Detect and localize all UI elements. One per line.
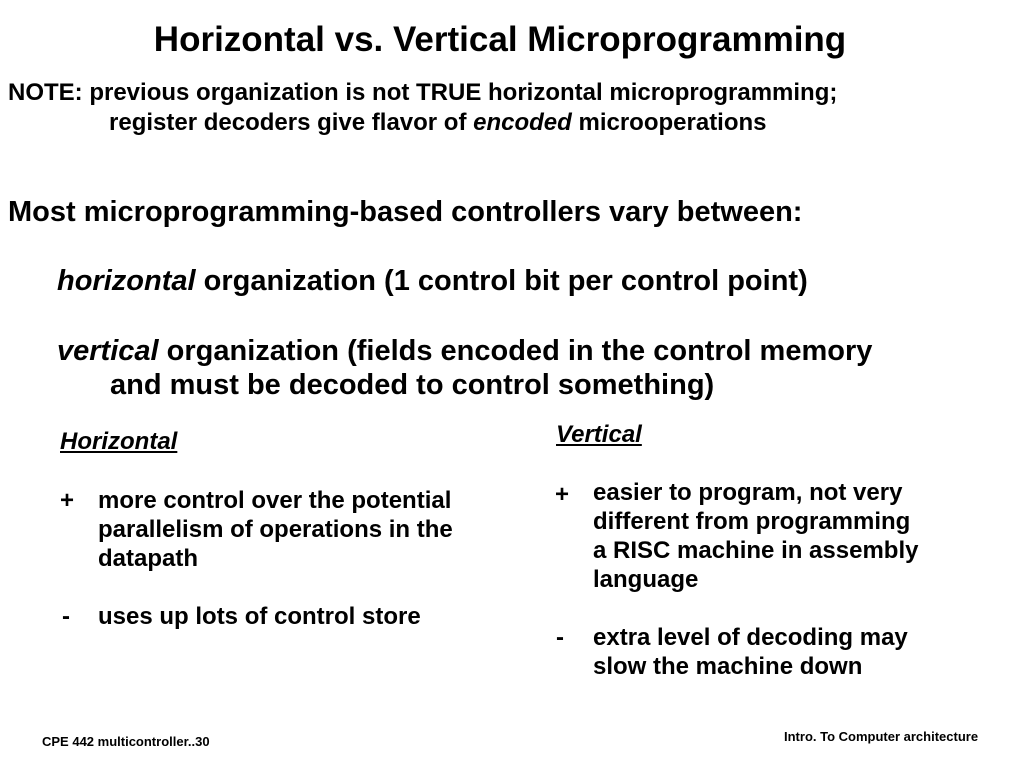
vertical-plus-line-4: language (593, 566, 699, 593)
footer-left: CPE 442 multicontroller..30 (42, 734, 210, 749)
horizontal-minus-line-1: uses up lots of control store (98, 603, 421, 630)
vertical-column-heading: Vertical (556, 421, 642, 448)
horizontal-plus-line-2: parallelism of operations in the (98, 516, 453, 543)
note-line-1: NOTE: previous organization is not TRUE horizontal microprogramming; (8, 79, 838, 106)
horizontal-term: horizontal (57, 265, 196, 297)
vertical-minus-line-2: slow the machine down (593, 653, 863, 680)
horizontal-plus-symbol: + (60, 487, 75, 514)
horizontal-organization-item (57, 263, 808, 299)
vertical-description-line-2: and must be decoded to control something) (110, 369, 715, 401)
vertical-plus-line-1: easier to program, not very (593, 479, 903, 506)
note-line-2-end: microoperations (571, 109, 767, 136)
controllers-intro: Most microprogramming-based controllers vary between: (8, 196, 803, 228)
note-line-2-start: register decoders give flavor of (109, 109, 474, 136)
slide-title: Horizontal vs. Vertical Microprogramming (153, 20, 847, 59)
note-emphasis-encoded: encoded (473, 109, 572, 136)
horizontal-minus-symbol: - (62, 603, 70, 630)
note-line-2 (109, 108, 767, 138)
vertical-plus-line-3: a RISC machine in assembly (593, 537, 919, 564)
horizontal-column-heading: Horizontal (60, 428, 178, 455)
vertical-plus-line-2: different from programming (593, 508, 911, 535)
vertical-minus-symbol: - (556, 624, 564, 651)
horizontal-plus-line-1: more control over the potential (98, 487, 452, 514)
horizontal-plus-line-3: datapath (98, 545, 199, 572)
vertical-description-line-1: organization (fields encoded in the control memory (158, 335, 873, 367)
vertical-organization-item (57, 333, 872, 369)
vertical-term: vertical (57, 335, 159, 367)
vertical-minus-line-1: extra level of decoding may (593, 624, 908, 651)
vertical-plus-symbol: + (555, 481, 570, 508)
horizontal-description: organization (1 control bit per control point) (195, 265, 808, 297)
footer-right: Intro. To Computer architecture (784, 729, 979, 744)
